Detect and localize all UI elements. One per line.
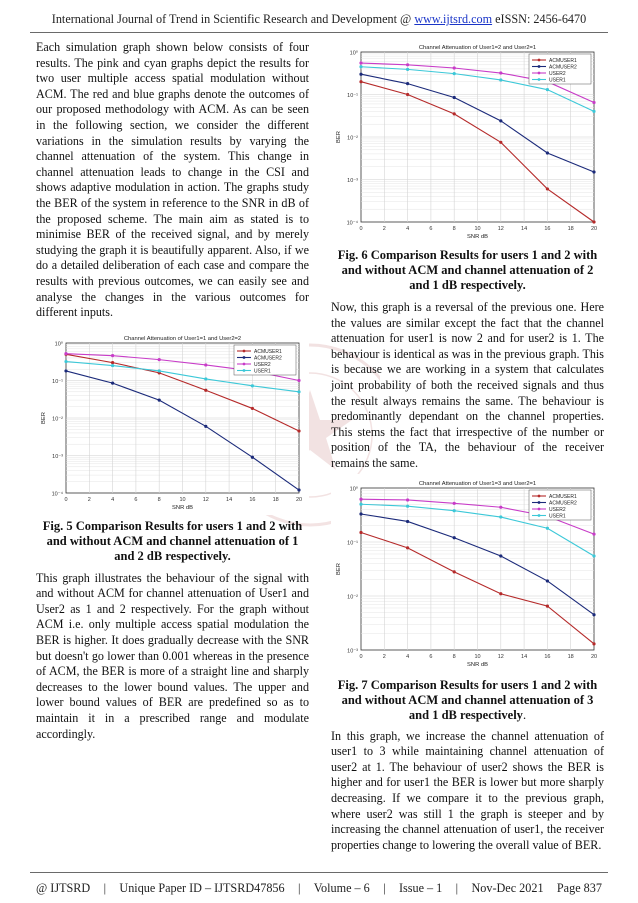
x-tick-label: 4 [111, 496, 115, 503]
data-point-acmuser1 [592, 642, 595, 645]
y-tick-label: 10⁻⁴ [51, 491, 63, 498]
data-point-acmuser2 [546, 579, 549, 582]
data-point-acmuser2 [499, 119, 502, 122]
fig6-chart [331, 38, 604, 244]
data-point-acmuser2 [158, 398, 161, 401]
legend-label: ACMUSER2 [254, 355, 282, 362]
chart-title: Channel Attenuation of User1=2 and User2=1 [418, 45, 537, 51]
x-tick-label: 0 [359, 226, 363, 232]
data-point-user1 [546, 88, 549, 91]
y-tick-label: 10⁻³ [347, 648, 358, 655]
x-tick-label: 10 [474, 226, 481, 232]
x-tick-label: 8 [452, 226, 456, 232]
legend-label: USER1 [549, 77, 566, 84]
data-point-user1 [453, 72, 456, 75]
footer-divider [30, 872, 608, 873]
right-column [331, 40, 604, 853]
fig7-caption-text: Fig. 7 Comparison Results for users 1 and 2 with and without ACM and channel attenuation of 3 and 1 dB respectively [337, 677, 598, 722]
x-axis-label: SNR dB [172, 504, 193, 511]
data-point-acmuser1 [359, 530, 362, 533]
data-point-user2 [297, 379, 300, 382]
x-tick-label: 2 [382, 653, 386, 660]
x-tick-label: 12 [497, 226, 504, 232]
journal-title: International Journal of Trend in Scientific Research and Development @ [51, 12, 412, 26]
x-axis-label: SNR dB [467, 234, 488, 240]
fig7-caption-period: . [522, 707, 527, 722]
data-point-acmuser2 [359, 73, 362, 76]
data-point-acmuser1 [546, 604, 549, 607]
data-point-user1 [592, 554, 595, 557]
body-paragraph: This graph illustrates the behaviour of the signal with and without ACM for channel attenuation of User1 and User2 as 1 and 2 respectively. For the graph without ACM i.e. only multiple access spatial modulation the BER is higher. It does gradually decrease with the SNR but doesn't go lower than 0.001 whereas in the presence of ACM, the BER is more of a straight line and sharply decreases to the lower bound values. The upper and lower bound values of BER are predefined so as to maintain it in a prescribed range and modulate accordingly. [36, 570, 309, 741]
footer-date: Nov-Dec 2021 [471, 881, 544, 895]
header-divider [30, 32, 608, 33]
data-point-user1 [592, 110, 595, 113]
y-tick-label: 10⁻² [347, 135, 358, 142]
y-tick-label: 10⁰ [349, 486, 358, 493]
x-tick-label: 14 [226, 496, 233, 503]
chart-title: Channel Attenuation of User1=3 and User2=1 [418, 480, 537, 487]
legend-marker [243, 369, 246, 372]
legend-marker [538, 507, 541, 510]
chart-title: Channel Attenuation of User1=1 and User2=2 [123, 335, 242, 342]
fig5-chart [36, 329, 309, 515]
data-point-acmuser2 [453, 96, 456, 99]
y-tick-label: 10⁻³ [347, 178, 358, 184]
data-point-user2 [359, 497, 362, 500]
y-tick-label: 10⁻³ [52, 453, 63, 460]
y-axis-label: BER [41, 411, 47, 424]
data-point-acmuser2 [592, 170, 595, 173]
data-point-acmuser1 [406, 93, 409, 96]
legend-marker [243, 356, 246, 359]
x-tick-label: 4 [406, 653, 410, 660]
legend-label: ACMUSER1 [549, 58, 577, 64]
legend-marker [538, 514, 541, 517]
x-tick-label: 12 [202, 496, 209, 503]
footer-issue: Issue – 1 [398, 881, 443, 895]
data-point-user2 [453, 66, 456, 69]
data-point-acmuser2 [546, 151, 549, 154]
legend-marker [538, 78, 541, 81]
data-point-acmuser1 [297, 429, 300, 432]
data-point-user1 [499, 78, 502, 81]
body-paragraph: In this graph, we increase the channel attenuation of user1 to 3 while maintaining channel attenuation of user2 at 1. The behaviour of user2 shows the BER is higher and for user1 the BER is lower but more sharply decreasing. If we compare it to the previous graph, where user2 was still 1 the graph is steeper and by increasing the channel attenuation of user1, the receiver properties change to lowering the overall value of BER. [331, 728, 604, 852]
x-tick-label: 16 [544, 653, 551, 660]
x-tick-label: 4 [406, 226, 410, 232]
body-paragraph: Now, this graph is a reversal of the previous one. Here the values are similar except the fact that the channel attenuation for user1 is now 2 and for user2 is 1. The behaviour is identical as was in the previous graph. This is because we are working in a system that calculates joint probability of both the received signals and thus the result always remains the same. The behaviour is predominantly dependant on the channel properties. This stems the fact that irrespective of the number or position of the TA, the behaviour of the receiver remains the same. [331, 300, 604, 470]
data-point-acmuser2 [111, 381, 114, 384]
footer-sep: | [455, 881, 459, 895]
data-point-user1 [158, 369, 161, 372]
legend-marker [538, 501, 541, 504]
data-point-acmuser2 [297, 488, 300, 491]
legend-marker [538, 59, 541, 62]
data-point-user2 [406, 498, 409, 501]
legend-marker [243, 362, 246, 365]
x-tick-label: 14 [521, 226, 528, 232]
issn: eISSN: 2456-6470 [495, 12, 587, 26]
data-point-user2 [453, 501, 456, 504]
legend-label: ACMUSER2 [549, 64, 577, 71]
data-point-acmuser1 [111, 361, 114, 364]
x-tick-label: 16 [249, 496, 256, 503]
data-point-acmuser1 [453, 112, 456, 115]
data-point-acmuser1 [453, 570, 456, 573]
left-column [36, 40, 309, 742]
x-tick-label: 18 [272, 496, 279, 503]
legend-label: ACMUSER1 [549, 493, 577, 500]
data-point-user1 [406, 68, 409, 71]
x-tick-label: 6 [134, 496, 138, 503]
data-point-acmuser2 [406, 82, 409, 85]
data-point-user2 [592, 101, 595, 104]
fig6-caption: Fig. 6 Comparison Results for users 1 and 2 with and without ACM and channel attenuation of 2 and 1 dB respectively. [337, 248, 598, 292]
y-tick-label: 10⁰ [54, 341, 63, 348]
legend-label: ACMUSER1 [254, 348, 282, 355]
y-tick-label: 10⁻¹ [347, 93, 358, 99]
x-tick-label: 14 [521, 653, 528, 660]
data-point-user2 [158, 358, 161, 361]
data-point-acmuser2 [204, 424, 207, 427]
legend-label: USER2 [254, 361, 271, 368]
data-point-user1 [251, 384, 254, 387]
data-point-user2 [499, 71, 502, 74]
fig7-chart [331, 474, 604, 672]
y-tick-label: 10⁰ [349, 50, 358, 57]
page-footer [36, 881, 602, 896]
x-tick-label: 10 [179, 496, 186, 503]
x-tick-label: 0 [64, 496, 68, 503]
legend-label: ACMUSER2 [549, 500, 577, 507]
data-point-user1 [297, 390, 300, 393]
footer-sep: | [383, 881, 386, 895]
data-point-acmuser2 [406, 519, 409, 522]
y-tick-label: 10⁻² [52, 416, 63, 423]
y-tick-label: 10⁻¹ [347, 540, 358, 547]
data-point-user2 [406, 63, 409, 66]
data-point-acmuser1 [499, 592, 502, 595]
footer-sep: | [297, 881, 301, 895]
footer-volume: Volume – 6 [313, 881, 370, 895]
data-point-user2 [64, 352, 67, 355]
x-tick-label: 12 [497, 653, 504, 660]
legend-marker [538, 72, 541, 75]
data-point-user1 [359, 502, 362, 505]
y-axis-label: BER [336, 131, 342, 143]
x-tick-label: 8 [452, 653, 456, 660]
fig7-caption [331, 678, 604, 723]
data-point-user1 [359, 65, 362, 68]
legend-label: USER1 [549, 513, 566, 520]
legend-marker [538, 494, 541, 497]
x-tick-label: 0 [359, 653, 363, 660]
data-point-acmuser1 [204, 388, 207, 391]
data-point-acmuser2 [453, 536, 456, 539]
data-point-user1 [64, 360, 67, 363]
x-tick-label: 20 [590, 226, 598, 232]
data-point-acmuser2 [64, 369, 67, 372]
data-point-user1 [546, 526, 549, 529]
footer-journal: @ IJTSRD [36, 881, 91, 895]
page-header [0, 12, 638, 27]
x-tick-label: 18 [567, 653, 574, 660]
data-point-user2 [359, 61, 362, 64]
x-tick-label: 6 [429, 653, 433, 660]
fig5-caption: Fig. 5 Comparison Results for users 1 and 2 with and without ACM and channel attenuation of 1 and 2 dB respectively. [42, 518, 303, 563]
x-tick-label: 2 [87, 496, 91, 503]
data-point-acmuser2 [592, 613, 595, 616]
legend-label: USER1 [254, 368, 271, 375]
x-tick-label: 6 [429, 226, 433, 232]
data-point-acmuser2 [499, 554, 502, 557]
data-point-acmuser1 [406, 546, 409, 549]
data-point-acmuser1 [251, 407, 254, 410]
x-tick-label: 18 [567, 226, 574, 232]
x-tick-label: 16 [544, 226, 551, 232]
data-point-acmuser1 [546, 187, 549, 190]
x-tick-label: 8 [157, 496, 161, 503]
data-point-user2 [499, 505, 502, 508]
x-tick-label: 10 [474, 653, 481, 660]
journal-url-link[interactable]: www.ijtsrd.com [414, 12, 493, 26]
body-paragraph: Each simulation graph shown below consists of four results. The pink and cyan graphs depict the results for two user multiple access spatial modulation without ACM. The red and blue graphs denote the outcomes of our proposed methodology with ACM. As can be seen in the following section, we consider the different variations in the simulation results by varying the channel attenuation of the system. This change in channel attenuation leads to change in the CSI and shows adaptive modulation in action. The graphs study the BER of the system in reference to the SNR in dB of the proposed scheme. The main aim as stated is to minimise BER of the received signal, and by merely studying the graph it is beautifully apparent. Also, if we do a detailed deliberation of each case and compare the results with previous outcomes, we can easily see and analyse the changes in the various outcomes for different inputs. [36, 40, 309, 320]
x-tick-label: 20 [295, 496, 303, 503]
data-point-user1 [204, 377, 207, 380]
data-point-user2 [111, 354, 114, 357]
data-point-acmuser1 [499, 141, 502, 144]
data-point-user2 [592, 532, 595, 535]
legend-label: USER2 [549, 506, 566, 513]
footer-paper-id: Unique Paper ID – IJTSRD47856 [119, 881, 285, 895]
x-axis-label: SNR dB [467, 661, 488, 668]
legend-marker [538, 65, 541, 68]
data-point-acmuser1 [359, 80, 362, 83]
x-tick-label: 20 [590, 653, 598, 660]
y-axis-label: BER [336, 562, 342, 575]
data-point-acmuser2 [251, 455, 254, 458]
data-point-user1 [111, 364, 114, 367]
legend-marker [243, 349, 246, 352]
x-tick-label: 2 [382, 226, 386, 232]
footer-sep: | [103, 881, 107, 895]
data-point-user1 [406, 504, 409, 507]
data-point-acmuser1 [592, 220, 595, 223]
y-tick-label: 10⁻¹ [52, 378, 63, 385]
y-tick-label: 10⁻² [347, 594, 358, 601]
footer-page-number: Page 837 [556, 881, 602, 895]
y-tick-label: 10⁻⁴ [346, 220, 358, 227]
data-point-user1 [453, 509, 456, 512]
legend-label: USER2 [549, 71, 566, 77]
data-point-acmuser2 [359, 512, 362, 515]
data-point-user1 [499, 515, 502, 518]
data-point-user2 [204, 363, 207, 366]
